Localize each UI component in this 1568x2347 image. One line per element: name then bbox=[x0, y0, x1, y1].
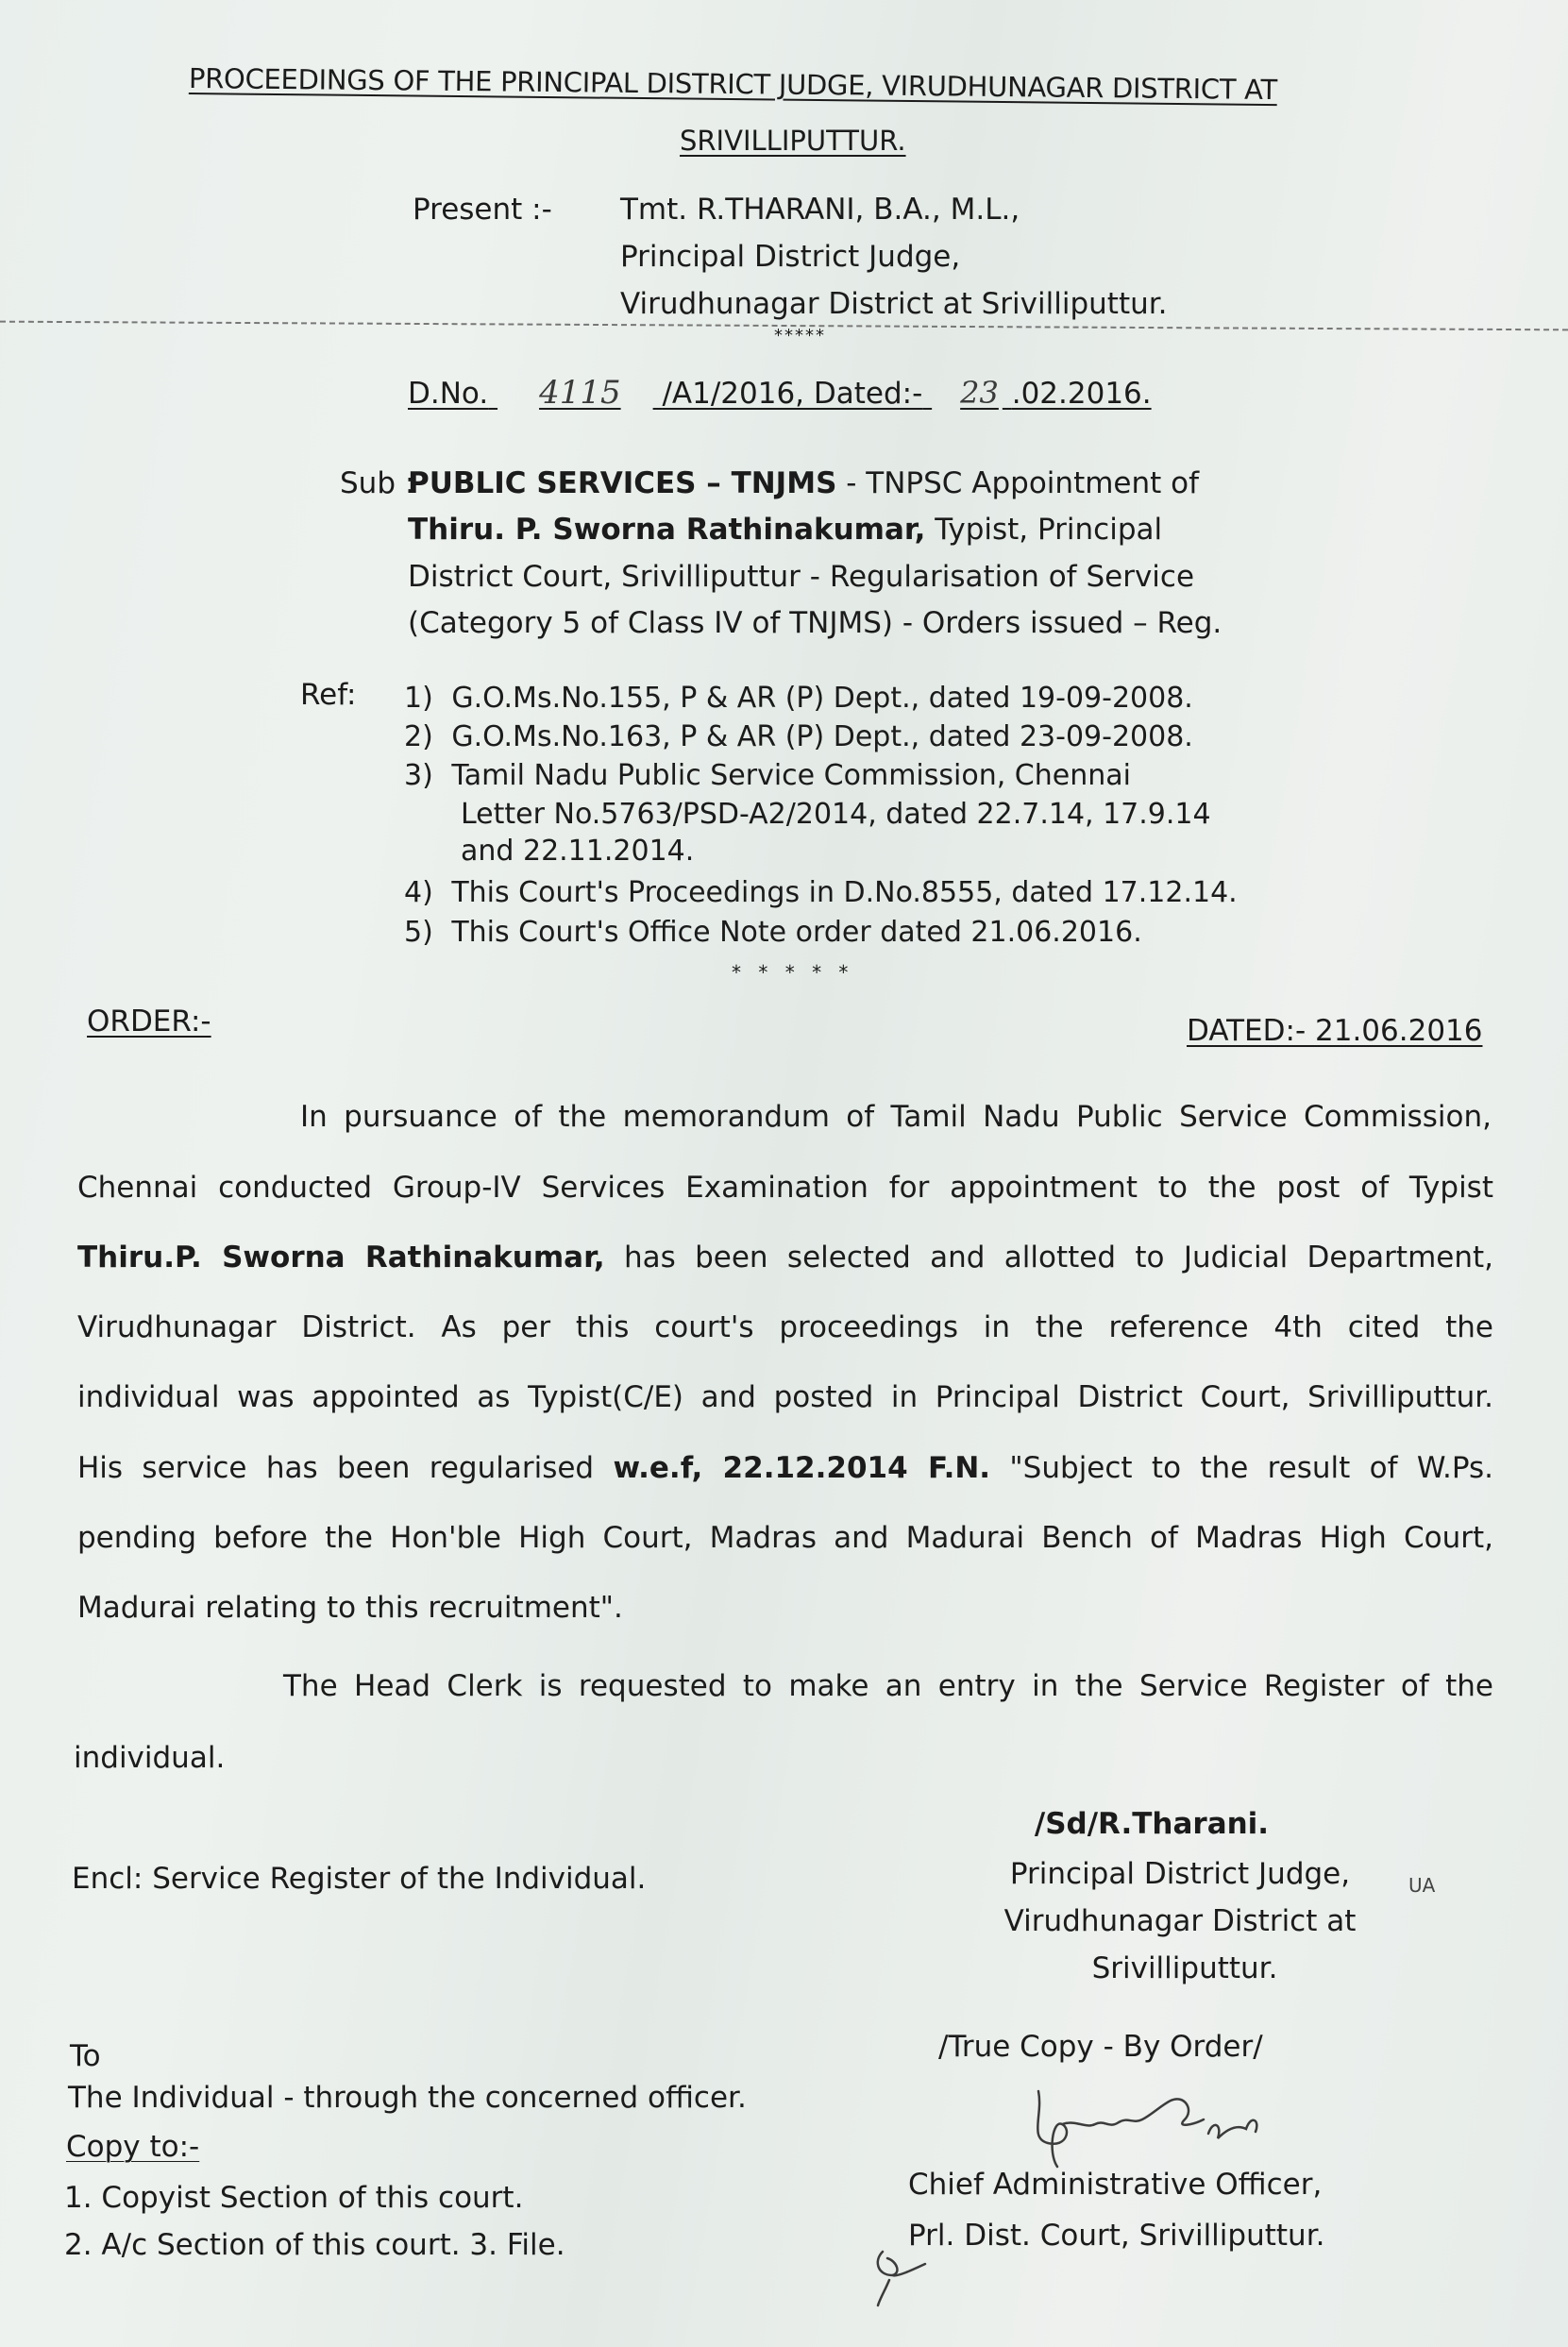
reference-number: 1) bbox=[404, 682, 433, 715]
reference-text-cont: and 22.11.2014. bbox=[461, 835, 695, 868]
dno-prefix: D.No. bbox=[408, 377, 489, 411]
order-paragraph-line: Madurai relating to this recruitment". bbox=[77, 1591, 623, 1625]
order-paragraph-line: Chennai conducted Group-IV Services Examination for appointment to the post of Typist bbox=[77, 1171, 1493, 1205]
appointee-name: Thiru.P. Sworna Rathinakumar, bbox=[77, 1241, 605, 1275]
subject-line bbox=[408, 606, 1222, 640]
reference-text: G.O.Ms.No.155, P & AR (P) Dept., dated 19-09-2008. bbox=[451, 682, 1193, 715]
certifying-officer: Chief Administrative Officer, bbox=[908, 2168, 1323, 2202]
proceedings-title-place: SRIVILLIPUTTUR. bbox=[680, 125, 906, 157]
subject-bold: Thiru. P. Sworna Rathinakumar, bbox=[408, 513, 926, 547]
signatory-district: Virudhunagar District at bbox=[1003, 1904, 1357, 1938]
dno-month-year: .02.2016. bbox=[1011, 377, 1152, 411]
reference-text: This Court's Proceedings in D.No.8555, dated 17.12.14. bbox=[451, 876, 1238, 909]
dno-day-handwritten: 23 bbox=[960, 375, 999, 411]
to-label: To bbox=[70, 2039, 101, 2073]
dno-suffix: /A1/2016, Dated:- bbox=[662, 377, 923, 411]
subject-label: Sub : bbox=[340, 466, 415, 500]
signatory-designation: Principal District Judge, bbox=[1009, 1857, 1351, 1891]
certifying-office: Prl. Dist. Court, Srivilliputtur. bbox=[908, 2219, 1325, 2253]
copy-to-item: 2. A/c Section of this court. 3. File. bbox=[64, 2228, 565, 2262]
reference-number: 4) bbox=[404, 876, 433, 909]
subject-text: (Category 5 of Class IV of TNJMS) - Orders issued – Reg. bbox=[408, 606, 1222, 640]
subject-line bbox=[408, 560, 1194, 594]
subject-text: District Court, Srivilliputtur - Regularisation of Service bbox=[408, 560, 1195, 594]
reference-text: G.O.Ms.No.163, P & AR (P) Dept., dated 23-09-2008. bbox=[451, 720, 1193, 753]
handwritten-signature-icon bbox=[1020, 2077, 1293, 2181]
order-paragraph-line bbox=[77, 1241, 1493, 1275]
proceedings-title: PROCEEDINGS OF THE PRINCIPAL DISTRICT JUDGE, VIRUDHUNAGAR DISTRICT AT bbox=[188, 62, 1278, 107]
reference-item bbox=[404, 682, 1193, 715]
order-dated: DATED:- 21.06.2016 bbox=[1187, 1014, 1483, 1048]
dno-number-handwritten: 4115 bbox=[539, 374, 621, 412]
present-designation: Principal District Judge, bbox=[620, 240, 961, 274]
signatory-place: Srivilliputtur. bbox=[1091, 1951, 1278, 1985]
reference-text: This Court's Office Note order dated 21.06.2016. bbox=[451, 916, 1142, 949]
order-paragraph-line: pending before the Hon'ble High Court, Madras and Madurai Bench of Madras High Court, bbox=[77, 1521, 1493, 1555]
margin-initials: UA bbox=[1408, 1874, 1436, 1897]
subject-bold: PUBLIC SERVICES – TNJMS bbox=[408, 466, 837, 500]
dno-line bbox=[408, 374, 1152, 412]
order-label: ORDER:- bbox=[87, 1005, 211, 1038]
reference-text: Tamil Nadu Public Service Commission, Chennai bbox=[451, 759, 1131, 792]
reference-item bbox=[404, 916, 1142, 949]
enclosure-note: Encl: Service Register of the Individual. bbox=[72, 1862, 647, 1896]
order-paragraph-line: In pursuance of the memorandum of Tamil Nadu Public Service Commission, bbox=[300, 1100, 1492, 1134]
reference-item bbox=[404, 720, 1193, 753]
reference-text-cont: Letter No.5763/PSD-A2/2014, dated 22.7.14, 17.9.14 bbox=[461, 798, 1211, 831]
true-copy-label: /True Copy - By Order/ bbox=[938, 2030, 1263, 2064]
reference-separator-stars: * * * * * bbox=[732, 961, 854, 984]
effective-date: w.e.f, 22.12.2014 F.N. bbox=[613, 1451, 991, 1485]
reference-number: 3) bbox=[404, 759, 433, 792]
order-paragraph2-line: individual. bbox=[74, 1741, 226, 1775]
present-judge-name bbox=[620, 193, 1020, 227]
reference-number: 5) bbox=[404, 916, 433, 949]
copy-to-item: 1. Copyist Section of this court. bbox=[64, 2181, 524, 2215]
present-label: Present :- bbox=[413, 193, 552, 227]
order-paragraph-line: individual was appointed as Typist(C/E) and posted in Principal District Court, Srivilliputtur. bbox=[77, 1380, 1493, 1414]
reference-item bbox=[404, 876, 1238, 909]
reference-label: Ref: bbox=[300, 678, 357, 712]
order-paragraph2-line: The Head Clerk is requested to make an entry in the Service Register of the bbox=[283, 1669, 1493, 1703]
judge-name: Tmt. R.THARANI, B.A., M.L., bbox=[620, 193, 1020, 227]
order-text: His service has been regularised bbox=[77, 1451, 614, 1485]
subject-text: - TNPSC Appointment of bbox=[836, 466, 1200, 500]
reference-item bbox=[404, 759, 1131, 792]
present-location: Virudhunagar District at Srivilliputtur. bbox=[620, 287, 1168, 321]
signed-by: /Sd/R.Tharani. bbox=[1034, 1807, 1270, 1841]
subject-text: Typist, Principal bbox=[925, 513, 1163, 547]
subject-line bbox=[408, 513, 1162, 547]
copy-to-label: Copy to:- bbox=[66, 2130, 200, 2164]
order-text: has been selected and allotted to Judicial Department, bbox=[604, 1241, 1493, 1275]
order-paragraph-line: Virudhunagar District. As per this court's proceedings in the reference 4th cited the bbox=[77, 1310, 1493, 1344]
order-paragraph-line bbox=[77, 1451, 1493, 1485]
initials-mark-icon bbox=[868, 2247, 944, 2313]
subject-line bbox=[408, 466, 1199, 500]
reference-number: 2) bbox=[404, 720, 433, 753]
order-text: "Subject to the result of W.Ps. bbox=[990, 1451, 1493, 1485]
header-separator-stars: ***** bbox=[774, 326, 826, 346]
to-recipient: The Individual - through the concerned officer. bbox=[68, 2081, 747, 2115]
